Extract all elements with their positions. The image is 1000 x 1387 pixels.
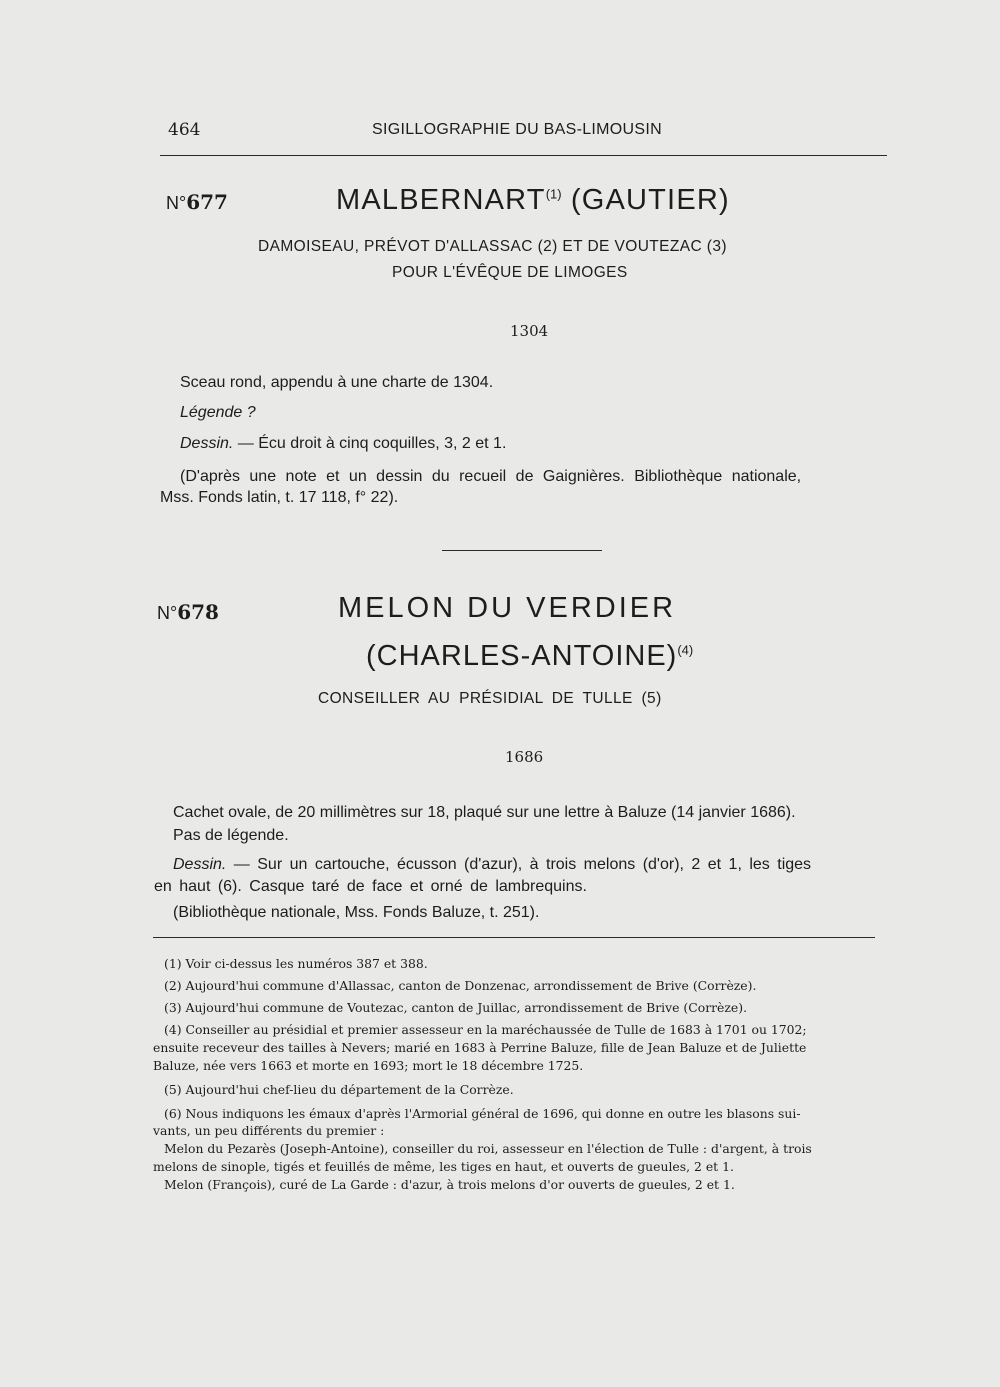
legend-678: Pas de légende. (173, 827, 289, 844)
seal-description-678: Cachet ovale, de 20 millimètres sur 18, plaqué sur une lettre à Baluze (14 janvier 1686). (173, 804, 796, 821)
running-title: SIGILLOGRAPHIE DU BAS-LIMOUSIN (372, 121, 662, 138)
entry-name-678: MELON DU VERDIER (338, 592, 677, 624)
footnote-4-line2: ensuite receveur des tailles à Nevers; marié en 1683 à Perrine Baluze, fille de Jean Baluze et de Juliette (153, 1040, 807, 1055)
entry-forename-text: (CHARLES-ANTOINE) (366, 640, 678, 672)
drawing-678-line1 (173, 856, 811, 874)
footnote-ref-4: (4) (677, 642, 694, 658)
source-line2-677: Mss. Fonds latin, t. 17 118, f° 22). (160, 489, 399, 506)
entry-number-prefix: N° (157, 603, 178, 623)
footnote-2: (2) Aujourd'hui commune d'Allassac, canton de Donzenac, arrondissement de Brive (Corrèze). (164, 978, 757, 993)
page-number: 464 (168, 120, 201, 140)
source-678: (Bibliothèque nationale, Mss. Fonds Baluze, t. 251). (173, 904, 540, 921)
footnote-1: (1) Voir ci-dessus les numéros 387 et 388. (164, 956, 428, 971)
drawing-label: Dessin. (173, 856, 227, 873)
legend-677: Légende ? (180, 404, 256, 421)
entry-number-value: 678 (177, 600, 219, 624)
entry-number-value: 677 (186, 190, 228, 214)
footnote-6-line1: (6) Nous indiquons les émaux d'après l'Armorial général de 1696, qui donne en outre les blasons sui- (164, 1106, 801, 1121)
footnote-6-line2: vants, un peu différents du premier : (153, 1123, 385, 1138)
section-divider (442, 550, 602, 551)
footnote-3: (3) Aujourd'hui commune de Voutezac, canton de Juillac, arrondissement de Brive (Corrèze). (164, 1000, 748, 1015)
entry-title-line2-677: POUR L'ÉVÊQUE DE LIMOGES (392, 264, 628, 281)
entry-surname: MALBERNART (336, 184, 546, 216)
footnote-ref-1: (1) (545, 186, 562, 202)
drawing-677 (180, 435, 506, 453)
footnote-6-blazon1-line1: Melon du Pezarès (Joseph-Antoine), conseiller du roi, assesseur en l'élection de Tulle : d'argent, à trois (164, 1141, 812, 1156)
entry-year-677: 1304 (510, 322, 549, 340)
entry-number-prefix: N° (166, 193, 187, 213)
drawing-text: — Sur un cartouche, écusson (d'azur), à trois melons (d'or), 2 et 1, les tiges (226, 856, 812, 873)
entry-forename-678 (366, 640, 693, 673)
footnote-6-blazon1-line2: melons de sinople, tigés et feuillés de même, les tiges en haut, et ouverts de gueules, 2 et 1. (153, 1159, 734, 1174)
drawing-text: — Écu droit à cinq coquilles, 3, 2 et 1. (233, 435, 507, 452)
entry-name-677 (336, 184, 730, 217)
entry-number-677 (166, 190, 228, 214)
entry-year-678: 1686 (505, 748, 544, 766)
entry-title-678: CONSEILLER AU PRÉSIDIAL DE TULLE (5) (318, 690, 662, 707)
entry-title-line1-677: DAMOISEAU, PRÉVOT D'ALLASSAC (2) ET DE VOUTEZAC (3) (258, 238, 727, 255)
seal-description-677: Sceau rond, appendu à une charte de 1304. (180, 374, 494, 391)
footnote-5: (5) Aujourd'hui chef-lieu du département de la Corrèze. (164, 1082, 514, 1097)
footnote-4-line1: (4) Conseiller au présidial et premier assesseur en la maréchaussée de Tulle de 1683 à 1701 ou 1702; (164, 1022, 807, 1037)
entry-number-678 (157, 600, 219, 624)
footnote-rule (153, 937, 875, 938)
source-line1-677: (D'après une note et un dessin du recueil de Gaignières. Bibliothèque nationale, (180, 468, 802, 485)
entry-forename: (GAUTIER) (570, 184, 730, 216)
footnote-4-line3: Baluze, née vers 1663 et morte en 1693; mort le 18 décembre 1725. (153, 1058, 584, 1073)
header-rule (160, 155, 887, 156)
drawing-label: Dessin. (180, 435, 234, 452)
footnote-6-blazon2: Melon (François), curé de La Garde : d'azur, à trois melons d'or ouverts de gueules, 2 et 1. (164, 1177, 735, 1192)
drawing-678-line2: en haut (6). Casque taré de face et orné de lambrequins. (154, 878, 587, 895)
